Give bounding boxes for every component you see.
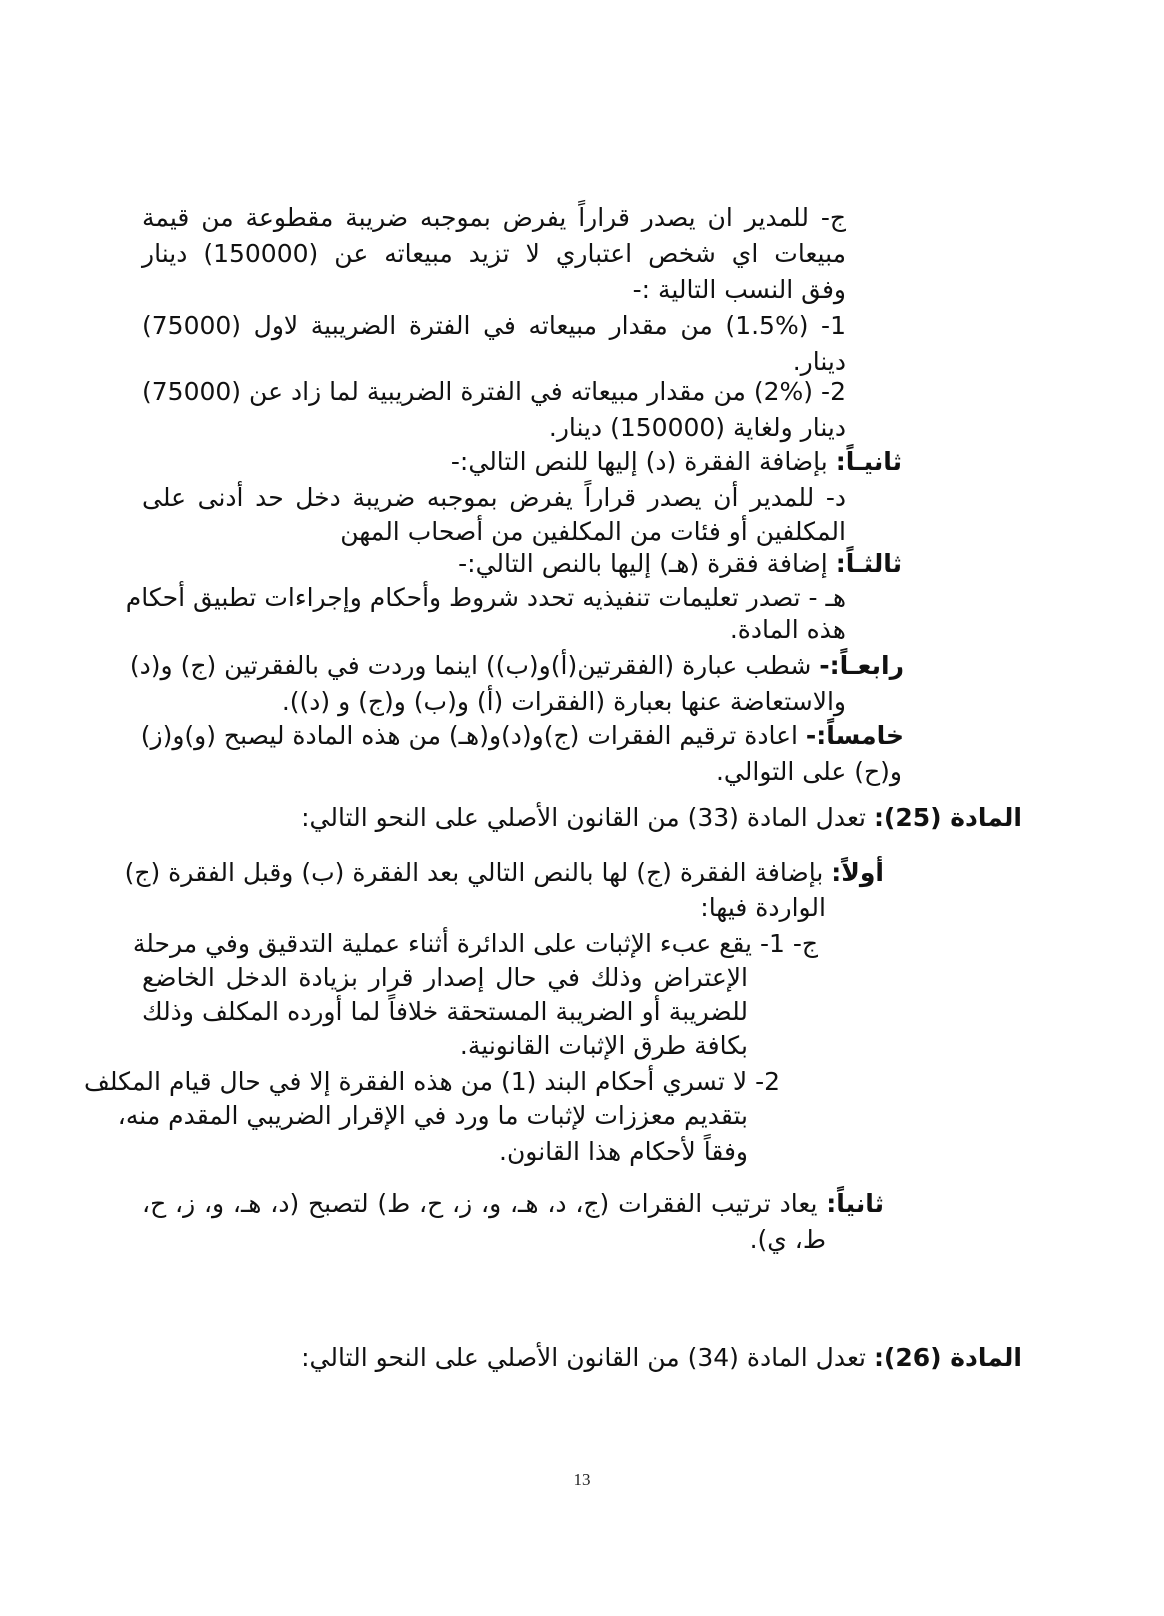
fifth-line-2: و(ح) على التوالي.	[715, 757, 902, 786]
second-reorder-line-1	[142, 1186, 884, 1222]
second-reorder-text: يعاد ترتيب الفقرات (ج، د، هـ، و، ز، ح، ط) لتصبح (د، هـ، و، ز، ح،	[142, 1189, 818, 1218]
article-26-heading	[301, 1340, 1022, 1376]
second-label: ثانيـاً:	[835, 447, 902, 476]
third-label: ثالثـاً:	[835, 549, 902, 578]
burden-item-1-line-1: ج- 1- يقع عبء الإثبات على الدائرة أثناء عملية التدقيق وفي مرحلة	[132, 929, 818, 958]
clause-d-line-2: المكلفين أو فئات من المكلفين من أصحاب المهن	[340, 517, 846, 546]
article-25-text: تعدل المادة (33) من القانون الأصلي على النحو التالي:	[301, 803, 866, 832]
page-number: 13	[573, 1470, 591, 1489]
fourth-line-1	[129, 648, 904, 684]
article-25-heading	[301, 800, 1022, 836]
clause-h-line-2: هذه المادة.	[729, 615, 846, 644]
burden-item-2-line-3: وفقاً لأحكام هذا القانون.	[499, 1137, 748, 1166]
rate-item-1-line-1: 1- (1.5%) من مقدار مبيعاته في الفترة الضريبية لاول (75000)	[142, 311, 846, 340]
rate-item-2-line-1: 2- (2%) من مقدار مبيعاته في الفترة الضريبية لما زاد عن (75000)	[142, 377, 846, 406]
burden-item-1-line-3: للضريبة أو الضريبة المستحقة خلافاً لما أورده المكلف وذلك	[142, 997, 748, 1026]
clause-j-line-3: وفق النسب التالية :-	[632, 275, 846, 304]
burden-item-2-line-2: بتقديم معززات لإثبات ما ورد في الإقرار الضريبي المقدم منه،	[117, 1101, 748, 1130]
first-text: بإضافة الفقرة (ج) لها بالنص التالي بعد الفقرة (ب) وقبل الفقرة (ج)	[124, 858, 824, 887]
clause-j-line-1: ج- للمدير ان يصدر قراراً يفرض بموجبه ضريبة مقطوعة من قيمة	[142, 203, 846, 232]
article-25-label: المادة (25):	[873, 803, 1022, 832]
clause-j-line-2: مبيعات اي شخص اعتباري لا تزيد مبيعاته عن (150000) دينار	[142, 239, 846, 268]
clause-d-line-1: د- للمدير أن يصدر قراراً يفرض بموجبه ضريبة دخل حد أدنى على	[142, 483, 846, 512]
fourth-text: شطب عبارة (الفقرتين(أ)و(ب)) اينما وردت في بالفقرتين (ج) و(د)	[129, 651, 812, 680]
first-line-1	[124, 855, 884, 891]
rate-item-1-line-2: دينار.	[792, 347, 846, 376]
second-reorder-line-2: ط، ي).	[749, 1225, 826, 1254]
burden-item-1-line-4: بكافة طرق الإثبات القانونية.	[459, 1031, 748, 1060]
second-heading	[451, 444, 902, 480]
burden-item-1-line-2: الإعتراض وذلك في حال إصدار قرار بزيادة الدخل الخاضع	[142, 963, 748, 992]
first-label: أولاً:	[831, 858, 884, 887]
article-26-label: المادة (26):	[873, 1343, 1022, 1372]
fifth-line-1	[142, 718, 904, 754]
rate-item-2-line-2: دينار ولغاية (150000) دينار.	[548, 413, 846, 442]
third-heading	[458, 546, 902, 582]
clause-h-line-1: هـ - تصدر تعليمات تنفيذيه تحدد شروط وأحكام وإجراءات تطبيق أحكام	[125, 583, 846, 612]
fourth-line-2: والاستعاضة عنها بعبارة (الفقرات (أ) و(ب) و(ج) و (د)).	[281, 687, 846, 716]
fourth-label: رابعـاً:-	[819, 651, 904, 680]
second-text: بإضافة الفقرة (د) إليها للنص التالي:-	[450, 447, 828, 476]
second-reorder-label: ثانياً:	[826, 1189, 884, 1218]
article-26-text: تعدل المادة (34) من القانون الأصلي على النحو التالي:	[301, 1343, 866, 1372]
third-text: إضافة فقرة (هـ) إليها بالنص التالي:-	[458, 549, 828, 578]
fifth-label: خامساً:-	[805, 721, 904, 750]
first-line-2: الواردة فيها:	[700, 893, 826, 922]
fifth-text: اعادة ترقيم الفقرات (ج)و(د)و(هـ) من هذه المادة ليصبح (و)و(ز)	[140, 721, 798, 750]
burden-item-2-line-1: 2- لا تسري أحكام البند (1) من هذه الفقرة إلا في حال قيام المكلف	[84, 1067, 780, 1096]
